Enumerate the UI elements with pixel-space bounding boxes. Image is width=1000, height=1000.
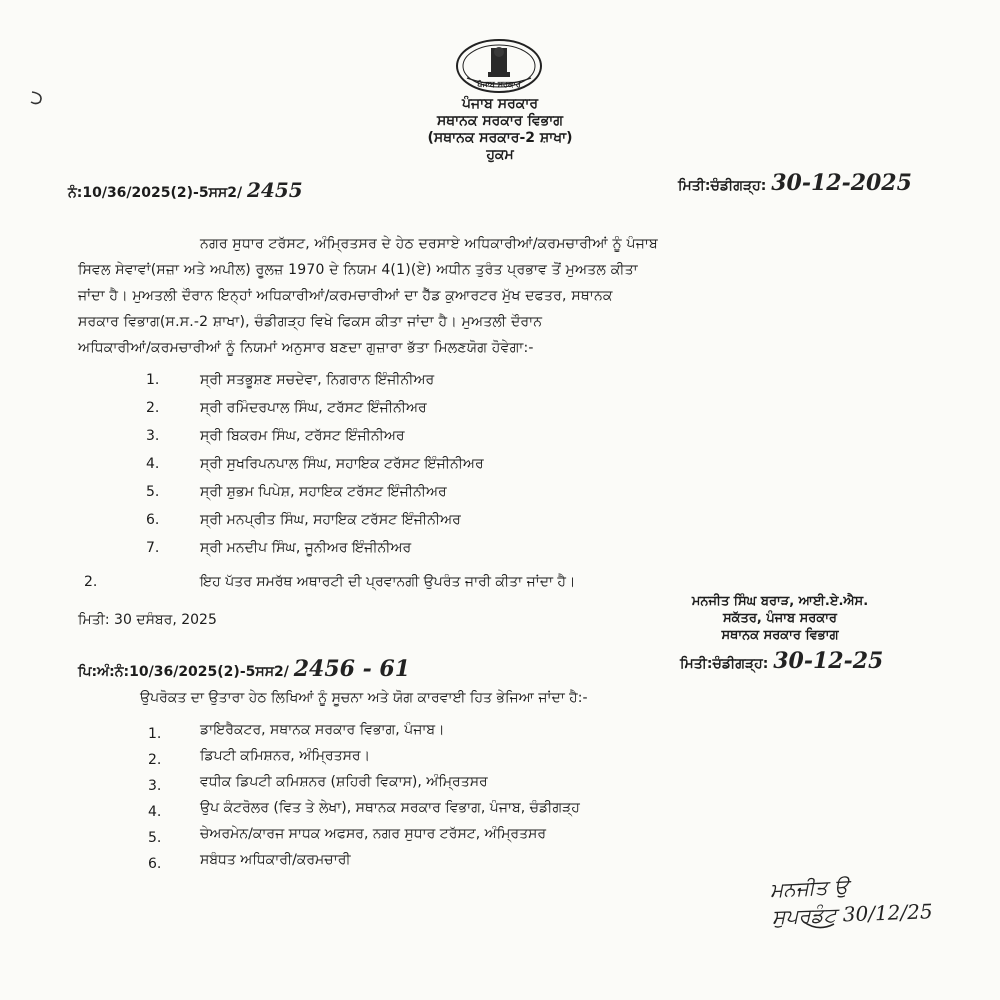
officer-item: ਸ੍ਰੀ ਸਤਭੂਸ਼ਣ ਸਚਦੇਵਾ, ਨਿਗਰਾਨ ਇੰਜੀਨੀਅਰ: [200, 372, 435, 388]
officer-number: 3.: [146, 428, 160, 444]
signatory-name: ਮਨਜੀਤ ਸਿੰਘ ਬਰਾੜ, ਆਈ.ਏ.ਐਸ.: [691, 594, 869, 609]
header-branch: (ਸਥਾਨਕ ਸਰਕਾਰ-2 ਸ਼ਾਖਾ): [427, 130, 573, 146]
superintendent-signature-designation: ਸੁਪਰਡੰਟ 30/12/25: [771, 899, 933, 929]
recipient-item: ਸਬੰਧਤ ਅਧਿਕਾਰੀ/ਕਰਮਚਾਰੀ: [200, 852, 351, 868]
order-ref-handwritten: 2455: [246, 178, 303, 202]
paragraph-line: ਸਰਕਾਰ ਵਿਭਾਗ(ਸ.ਸ.-2 ਸ਼ਾਖਾ), ਚੰਡੀਗੜ੍ਹ ਵਿਖੇ ਫਿਕਸ ਕੀਤਾ ਜਾਂਦਾ ਹੈ। ਮੁਅਤਲੀ ਦੌਰਾਨ: [78, 314, 543, 330]
paragraph-line: ਸਿਵਲ ਸੇਵਾਵਾਂ(ਸਜ਼ਾ ਅਤੇ ਅਪੀਲ) ਰੂਲਜ਼ 1970 ਦੇ ਨਿਯਮ 4(1)(ਏ) ਅਧੀਨ ਤੁਰੰਤ ਪ੍ਰਭਾਵ ਤੋਂ ਮੁਅਤਲ ਕੀਤਾ: [78, 262, 638, 278]
officer-item: ਸ੍ਰੀ ਸੁਖਰਿਪਨਪਾਲ ਸਿੰਘ, ਸਹਾਇਕ ਟਰੱਸਟ ਇੰਜੀਨੀਅਰ: [200, 456, 484, 472]
recipient-item: ਵਧੀਕ ਡਿਪਟੀ ਕਮਿਸ਼ਨਰ (ਸ਼ਹਿਰੀ ਵਿਕਾਸ), ਅੰਮ੍ਰਿਤਸਰ: [200, 774, 488, 790]
header-order-title: ਹੁਕਮ: [486, 147, 514, 163]
officer-item: ਸ੍ਰੀ ਸ਼ੁਭਮ ਪਿਪੇਸ਼, ਸਹਾਇਕ ਟਰੱਸਟ ਇੰਜੀਨੀਅਰ: [200, 484, 447, 500]
order-ref-prefix: ਨੰ:10/36/2025(2)-5ਸਸ2/: [68, 185, 243, 201]
signatory-department: ਸਥਾਨਕ ਸਰਕਾਰ ਵਿਭਾਗ: [721, 628, 839, 643]
officer-item: ਸ੍ਰੀ ਮਨਪ੍ਰੀਤ ਸਿੰਘ, ਸਹਾਇਕ ਟਰੱਸਟ ਇੰਜੀਨੀਅਰ: [200, 512, 461, 528]
recipient-number: 3.: [148, 778, 162, 794]
order-date-handwritten: 30-12-2025: [771, 170, 912, 196]
endorsement-ref-handwritten: 2456 - 61: [293, 656, 411, 682]
paragraph-line: ਅਧਿਕਾਰੀਆਂ/ਕਰਮਚਾਰੀਆਂ ਨੂੰ ਨਿਯਮਾਂ ਅਨੁਸਾਰ ਬਣਦਾ ਗੁਜ਼ਾਰਾ ਭੱਤਾ ਮਿਲਣਯੋਗ ਹੋਵੇਗਾ:-: [78, 340, 534, 356]
endorsement-date: [680, 648, 883, 674]
officer-item: ਸ੍ਰੀ ਬਿਕਰਮ ਸਿੰਘ, ਟਰੱਸਟ ਇੰਜੀਨੀਅਰ: [200, 428, 405, 444]
recipient-item: ਡਿਪਟੀ ਕਮਿਸ਼ਨਰ, ਅੰਮ੍ਰਿਤਸਰ।: [200, 748, 371, 764]
officer-number: 5.: [146, 484, 160, 500]
officer-item: ਸ੍ਰੀ ਰਮਿੰਦਰਪਾਲ ਸਿੰਘ, ਟਰੱਸਟ ਇੰਜੀਨੀਅਰ: [200, 400, 427, 416]
endorsement-intro: ਉਪਰੋਕਤ ਦਾ ਉਤਾਰਾ ਹੇਠ ਲਿਖਿਆਂ ਨੂੰ ਸੂਚਨਾ ਅਤੇ ਯੋਗ ਕਾਰਵਾਈ ਹਿਤ ਭੇਜਿਆ ਜਾਂਦਾ ਹੈ:-: [140, 690, 588, 706]
order-date-label: ਮਿਤੀ:ਚੰਡੀਗੜ੍ਹ:: [678, 178, 767, 194]
superintendent-signature-name: ਮਨਜੀਤ ਉ: [769, 873, 849, 903]
recipient-number: 5.: [148, 830, 162, 846]
paragraph-line: ਨਗਰ ਸੁਧਾਰ ਟਰੱਸਟ, ਅੰਮ੍ਰਿਤਸਰ ਦੇ ਹੇਠ ਦਰਸਾਏ ਅਧਿਕਾਰੀਆਂ/ਕਰਮਚਾਰੀਆਂ ਨੂੰ ਪੰਜਾਬ: [200, 236, 658, 252]
stray-pen-mark: [28, 88, 50, 106]
para2-number: 2.: [84, 574, 98, 590]
recipient-number: 6.: [148, 856, 162, 872]
officer-number: 1.: [146, 372, 160, 388]
signatory-designation: ਸਕੱਤਰ, ਪੰਜਾਬ ਸਰਕਾਰ: [723, 611, 837, 626]
officer-number: 7.: [146, 540, 160, 556]
endorsement-ref-number: [78, 656, 410, 682]
header-government: ਪੰਜਾਬ ਸਰਕਾਰ: [461, 96, 539, 112]
order-date: [678, 170, 912, 196]
endorsement-ref-prefix: ਪਿ:ਅੰ:ਨੰ:10/36/2025(2)-5ਸਸ2/: [78, 664, 289, 680]
recipient-item: ਉਪ ਕੰਟਰੋਲਰ (ਵਿਤ ਤੇ ਲੇਖਾ), ਸਥਾਨਕ ਸਰਕਾਰ ਵਿਭਾਗ, ਪੰਜਾਬ, ਚੰਡੀਗੜ੍ਹ: [200, 800, 580, 816]
recipient-number: 2.: [148, 752, 162, 768]
endorsement-date-handwritten: 30-12-25: [773, 648, 884, 674]
recipient-item: ਡਾਇਰੈਕਟਰ, ਸਥਾਨਕ ਸਰਕਾਰ ਵਿਭਾਗ, ਪੰਜਾਬ।: [200, 722, 445, 738]
recipient-number: 1.: [148, 726, 162, 742]
recipient-item: ਚੇਅਰਮੇਨ/ਕਾਰਜ ਸਾਧਕ ਅਫਸਰ, ਨਗਰ ਸੁਧਾਰ ਟਰੱਸਟ, ਅੰਮ੍ਰਿਤਸਰ: [200, 826, 547, 842]
para2-text: ਇਹ ਪੱਤਰ ਸਮਰੱਥ ਅਥਾਰਟੀ ਦੀ ਪ੍ਰਵਾਨਗੀ ਉਪਰੰਤ ਜਾਰੀ ਕੀਤਾ ਜਾਂਦਾ ਹੈ।: [200, 574, 576, 590]
officer-number: 6.: [146, 512, 160, 528]
header-department: ਸਥਾਨਕ ਸਰਕਾਰ ਵਿਭਾਗ: [436, 113, 564, 129]
recipient-number: 4.: [148, 804, 162, 820]
issue-date: ਮਿਤੀ: 30 ਦਸੰਬਰ, 2025: [78, 612, 217, 628]
signature-flourish: [800, 918, 840, 934]
emblem-caption: ਪੰਜਾਬ ਸਰਕਾਰ: [477, 80, 521, 89]
officer-item: ਸ੍ਰੀ ਮਨਦੀਪ ਸਿੰਘ, ਜੂਨੀਅਰ ਇੰਜੀਨੀਅਰ: [200, 540, 412, 556]
officer-number: 2.: [146, 400, 160, 416]
officer-number: 4.: [146, 456, 160, 472]
paragraph-line: ਜਾਂਦਾ ਹੈ। ਮੁਅਤਲੀ ਦੌਰਾਨ ਇਨ੍ਹਾਂ ਅਧਿਕਾਰੀਆਂ/ਕਰਮਚਾਰੀਆਂ ਦਾ ਹੈੱਡ ਕੁਆਰਟਰ ਮੁੱਖ ਦਫਤਰ, ਸਥਾਨਕ: [78, 288, 613, 304]
order-ref-number: [68, 178, 303, 202]
endorsement-date-label: ਮਿਤੀ:ਚੰਡੀਗੜ੍ਹ:: [680, 656, 769, 672]
